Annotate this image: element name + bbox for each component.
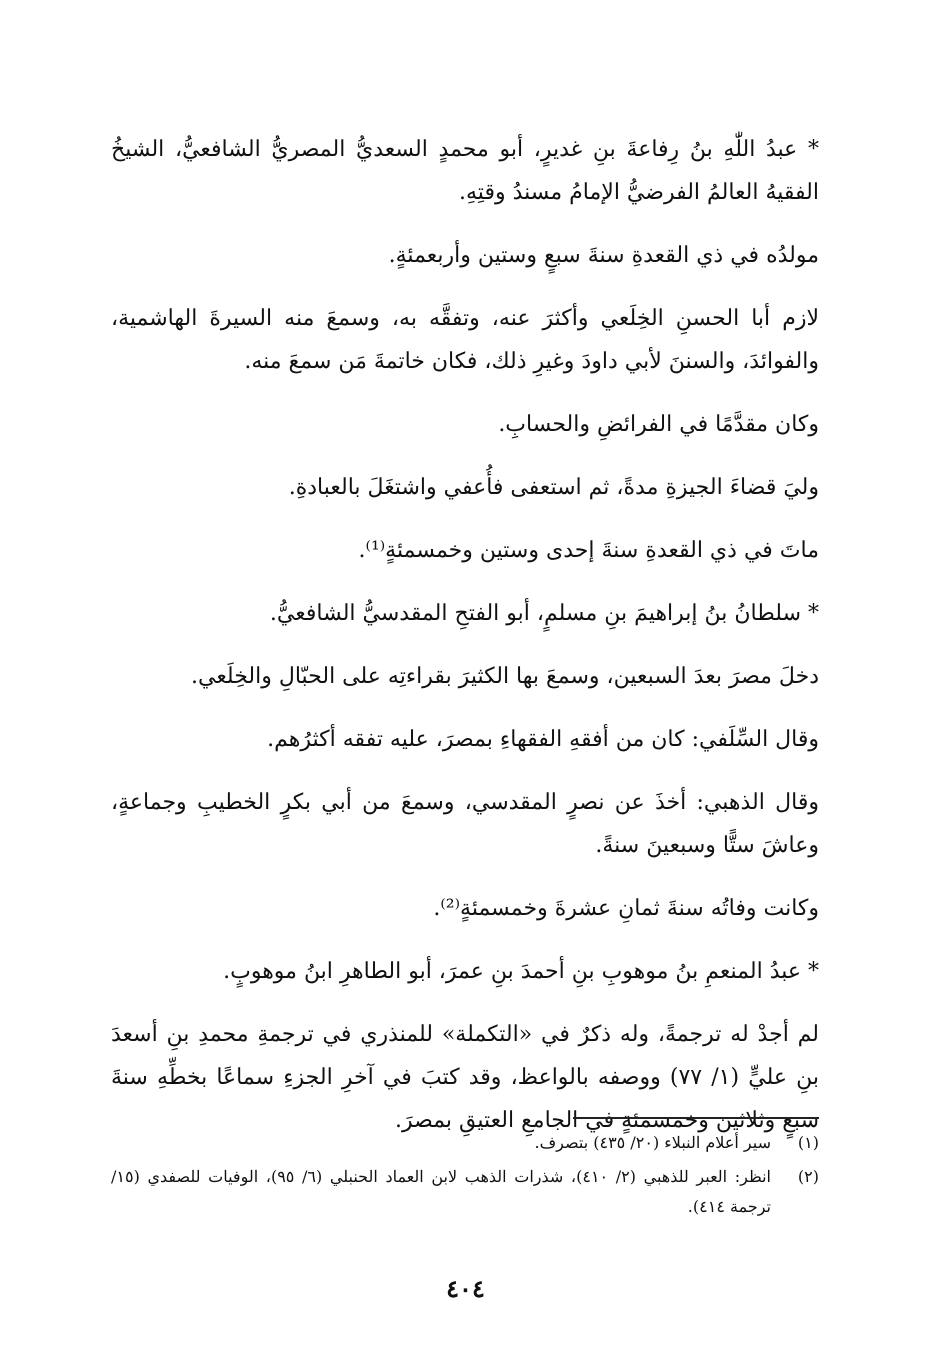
paragraph-no-biography: لم أجدْ له ترجمةً، وله ذكرٌ في «التكملة» للمنذري في ترجمةِ محمدِ بنِ أسعدَ بنِ عليٍّ (١/ ٧٧) ووصفه بالواعظ، وقد كتبَ في آخرِ الجزءِ سماعًا بخطِّهِ سنةَ سبعٍ وثلاثين وخمسمئةٍ في الجامعِ العتيقِ بمصرَ. [111,1022,820,1133]
paragraph-birth: مولدُه في ذي القعدةِ سنةَ سبعٍ وستين وأربعمئةٍ. [388,243,819,268]
footnote-text: انظر: العبر للذهبي (٢/ ٤١٠)، شذرات الذهب لابن العماد الحنبلي (٦/ ٩٥)، الوفيات للصفدي (١٥/ ترجمة ٤١٤). [111,1167,771,1216]
footnote-number: (١) [797,1133,819,1152]
footnote-text: سير أعلام النبلاء (٢٠/ ٤٣٥) بتصرف. [534,1133,771,1152]
entry-heading-sultan-ibn-ibrahim: * سلطانُ بنُ إبراهيمَ بنِ مسلمٍ، أبو الفتحِ المقدسيُّ الشافعيُّ. [269,601,819,626]
entry-heading-abd-al-munim: * عبدُ المنعمِ بنُ موهوبِ بنِ أحمدَ بنِ عمرَ، أبو الطاهرِ ابنُ موهوبٍ. [223,959,819,984]
main-text [111,128,819,1162]
page-number: ٤٠٤ [446,1274,485,1303]
entry-heading-abdullah-ibn-rifaa: * عبدُ اللّٰهِ بنُ رِفاعةَ بنِ غديرٍ، أبو محمدٍ السعديُّ المصريُّ الشافعيُّ، الشيخُ الفقيهُ العالمُ الفرضيُّ الإمامُ مسندُ وقتِهِ. [111,137,819,205]
paragraph-dhahabi-quote: وقال الذهبي: أخذَ عن نصرٍ المقدسي، وسمعَ من أبي بكرٍ الخطيبِ وجماعةٍ، وعاشَ ستًّا وسبعينَ سنةً. [111,790,819,858]
paragraph-death: ماتَ في ذي القعدةِ سنةَ إحدى وستين وخمسمئةٍ⁽¹⁾. [358,538,819,563]
footnote [111,1128,819,1158]
footnotes [111,1128,819,1226]
paragraph-teachers: لازم أبا الحسنِ الخِلَعي وأكثرَ عنه، وتفقَّه به، وسمعَ منه السيرةَ الهاشمية، والفوائدَ، والسننَ لأبي داودَ وغيرِ ذلك، فكان خاتمةَ مَن سمعَ منه. [111,306,819,374]
paragraph-expertise: وكان مقدَّمًا في الفرائضِ والحسابِ. [498,412,819,437]
footnote-number: (٢) [797,1167,819,1186]
footnote [111,1162,819,1222]
paragraph-entered-egypt: دخلَ مصرَ بعدَ السبعين، وسمعَ بها الكثيرَ بقراءتِه على الحبّالِ والخِلَعي. [190,664,819,689]
paragraph-silafi-quote: وقال السِّلَفي: كان من أفقهِ الفقهاءِ بمصرَ، عليه تفقه أكثرُهم. [267,727,819,752]
paragraph-death-2: وكانت وفاتُه سنةَ ثمانِ عشرةَ وخمسمئةٍ⁽²⁾. [433,896,819,921]
paragraph-judgeship: وليَ قضاءَ الجيزةِ مدةً، ثم استعفى فأُعفي واشتغَلَ بالعبادةِ. [288,475,819,500]
footnote-separator [573,1117,819,1119]
